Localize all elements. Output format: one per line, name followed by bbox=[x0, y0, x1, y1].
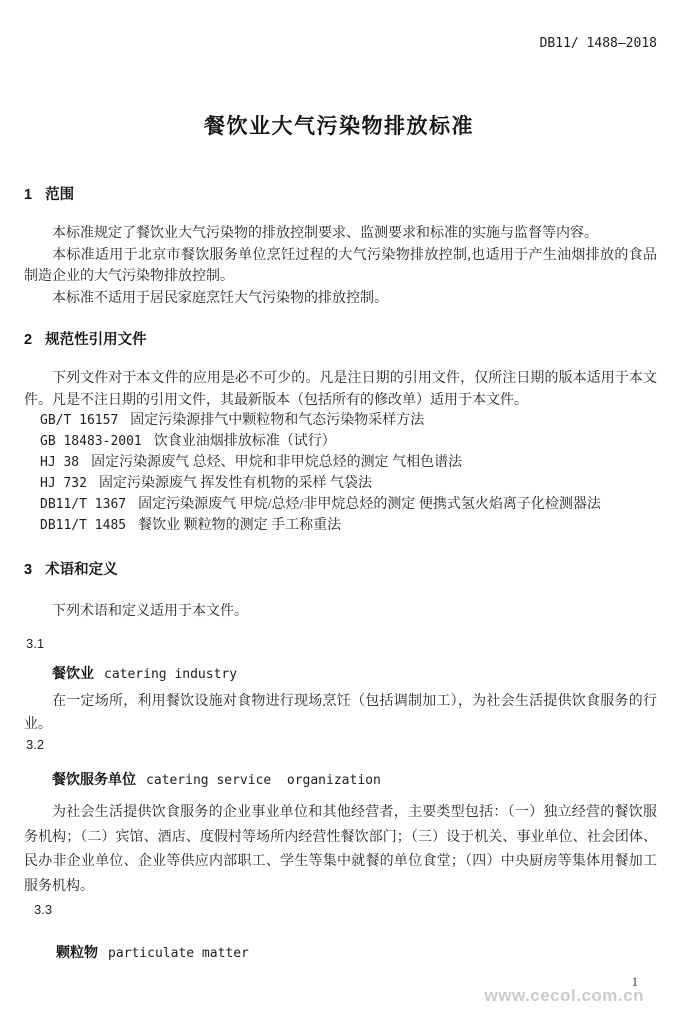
term-3-1 bbox=[52, 663, 237, 685]
term-3-1-number: 3.1 bbox=[26, 636, 45, 651]
reference-code: HJ 38 bbox=[40, 455, 80, 470]
term-3-3 bbox=[56, 942, 249, 964]
reference-item bbox=[40, 515, 655, 536]
paragraph: 本标准规定了餐饮业大气污染物的排放控制要求、监测要求和标准的实施与监督等内容。 bbox=[52, 226, 598, 241]
reference-item bbox=[40, 410, 655, 431]
term-zh-label: 餐饮业 bbox=[52, 665, 94, 681]
reference-item bbox=[40, 473, 655, 494]
reference-code: GB 18483-2001 bbox=[40, 434, 142, 449]
section-3-heading bbox=[24, 560, 118, 580]
section-1-body bbox=[24, 223, 657, 309]
paragraph: 本标准不适用于居民家庭烹饪大气污染物的排放控制。 bbox=[52, 290, 388, 306]
reference-title: 固定污染源废气 甲烷/总烃/非甲烷总烃的测定 便携式氢火焰离子化检测器法 bbox=[138, 497, 601, 512]
paragraph: 下列术语和定义适用于本文件。 bbox=[52, 604, 248, 619]
standard-code: DB11/ 1488—2018 bbox=[539, 36, 657, 51]
term-zh-label: 餐饮服务单位 bbox=[52, 771, 136, 787]
section-2-heading bbox=[24, 330, 147, 350]
section-2-intro bbox=[24, 368, 657, 411]
term-en-label: catering service organization bbox=[146, 773, 381, 788]
term-3-3-number: 3.3 bbox=[34, 902, 53, 917]
section-1-title: 范围 bbox=[45, 187, 75, 203]
reference-title: 餐饮业 颗粒物的测定 手工称重法 bbox=[138, 518, 342, 533]
section-3-title: 术语和定义 bbox=[45, 562, 118, 578]
reference-item bbox=[40, 431, 655, 452]
paragraph: 下列文件对于本文件的应用是必不可少的。凡是注日期的引用文件，仅所注日期的版本适用于本文件。凡是不注日期的引用文件，其最新版本（包括所有的修改单）适用于本文件。 bbox=[24, 371, 657, 408]
reference-code: DB11/T 1367 bbox=[40, 497, 127, 512]
section-3-intro bbox=[24, 601, 657, 622]
reference-title: 固定污染源废气 挥发性有机物的采样 气袋法 bbox=[98, 476, 372, 491]
term-3-2 bbox=[52, 769, 381, 791]
section-3-number: 3 bbox=[24, 562, 33, 578]
term-3-1-definition bbox=[24, 690, 657, 736]
term-3-2-number: 3.2 bbox=[26, 737, 45, 752]
document-title: 餐饮业大气污染物排放标准 bbox=[204, 115, 474, 138]
section-1-heading bbox=[24, 185, 74, 205]
term-3-2-definition bbox=[24, 801, 657, 899]
term-en-label: catering industry bbox=[104, 667, 238, 682]
reference-item bbox=[40, 494, 655, 515]
section-2-number: 2 bbox=[24, 332, 33, 348]
term-en-label: particulate matter bbox=[108, 946, 249, 961]
normative-references-list bbox=[40, 410, 655, 536]
reference-title: 固定污染源排气中颗粒物和气态污染物采样方法 bbox=[130, 413, 425, 428]
paragraph: 在一定场所，利用餐饮设施对食物进行现场烹饪（包括调制加工），为社会生活提供饮食服务的行业。 bbox=[24, 694, 657, 732]
term-zh-label: 颗粒物 bbox=[56, 944, 98, 960]
reference-title: 饮食业油烟排放标准（试行） bbox=[153, 434, 336, 449]
page-number: 1 bbox=[631, 975, 638, 989]
paragraph: 为社会生活提供饮食服务的企业事业单位和其他经营者，主要类型包括：（一）独立经营的餐饮服务机构；（二）宾馆、酒店、度假村等场所内经营性餐饮部门；（三）设于机关、事业单位、社会团体、民办非企业单位、企业等供应内部职工、学生等集中就餐的单位食堂；（四）中央厨房等集体用餐加工服务机构。 bbox=[24, 805, 657, 894]
reference-code: HJ 732 bbox=[40, 476, 87, 491]
paragraph: 本标准适用于北京市餐饮服务单位烹饪过程的大气污染物排放控制,也适用于产生油烟排放的食品制造企业的大气污染物排放控制。 bbox=[24, 247, 657, 285]
watermark-text: www.cecol.com.cn bbox=[484, 986, 644, 1005]
reference-title: 固定污染源废气 总烃、甲烷和非甲烷总烃的测定 气相色谱法 bbox=[91, 455, 463, 470]
reference-code: GB/T 16157 bbox=[40, 413, 119, 428]
reference-code: DB11/T 1485 bbox=[40, 518, 127, 533]
section-1-number: 1 bbox=[24, 187, 33, 203]
reference-item bbox=[40, 452, 655, 473]
section-2-title: 规范性引用文件 bbox=[45, 332, 147, 348]
